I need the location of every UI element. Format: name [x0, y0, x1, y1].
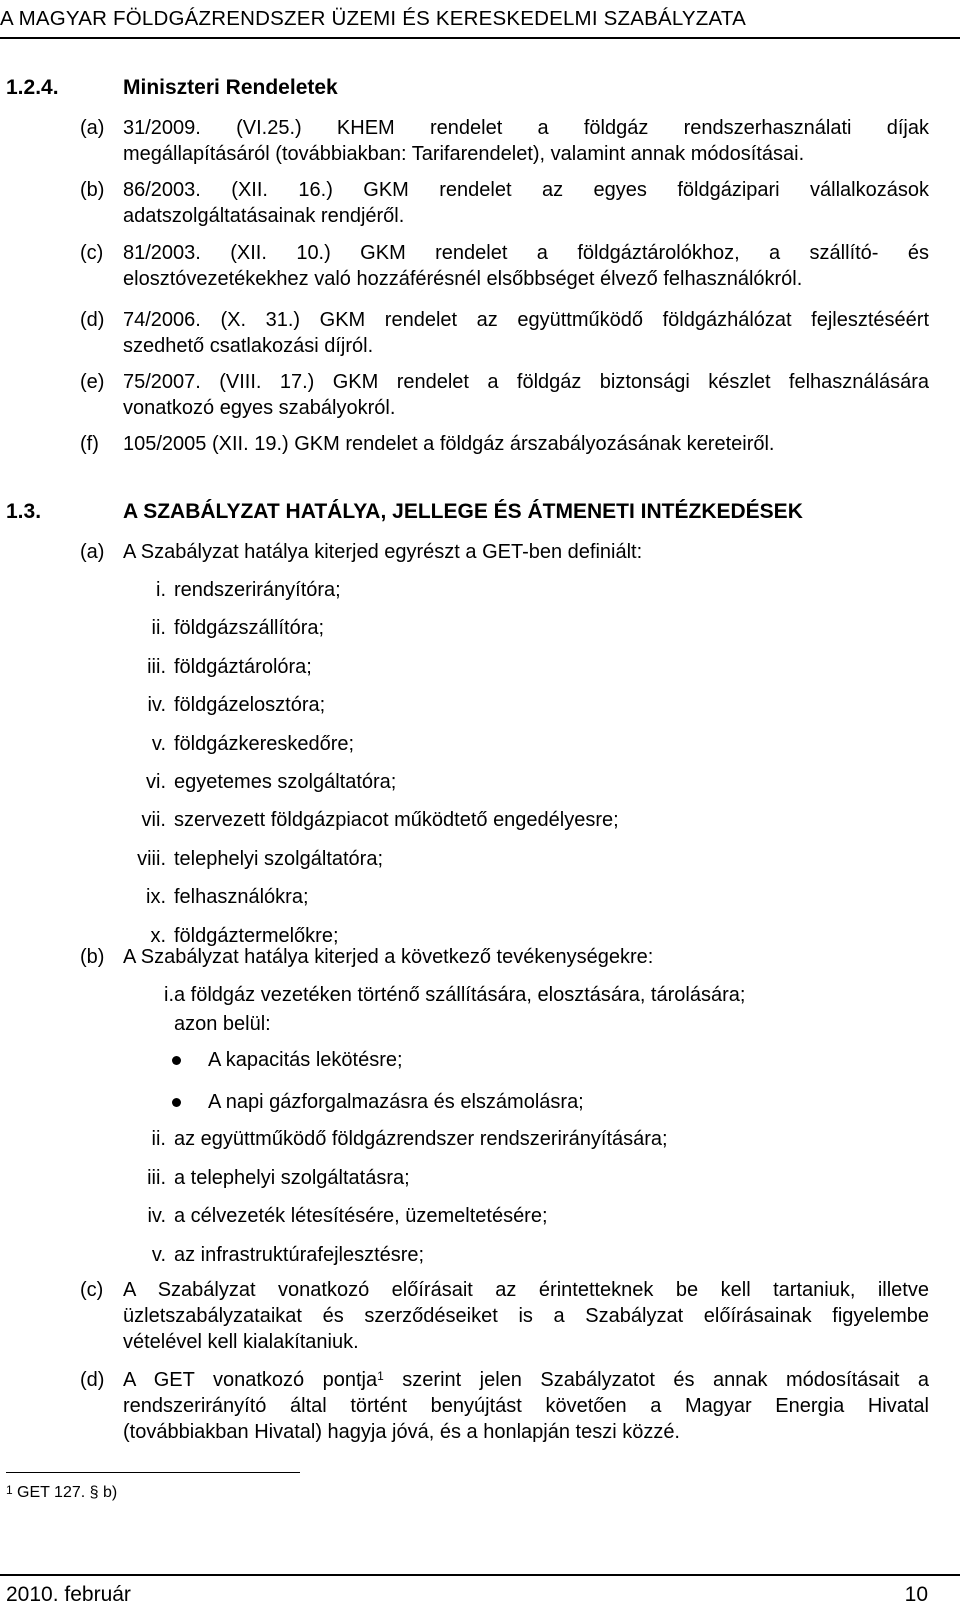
- item-text: A Szabályzat hatálya kiterjed a következő tevékenységekre:: [123, 946, 654, 968]
- item-text-line: (továbbiakban Hivatal) hagyja jóvá, és a honlapján teszi közzé.: [123, 1421, 680, 1443]
- item-text-line: üzletszabályzataikat és szerződéseiket is a Szabályzat előírásainak figyelembe: [123, 1305, 929, 1327]
- item-label: (c): [80, 1279, 104, 1301]
- subitem-number: vii.: [141, 809, 166, 831]
- section-title-1-3: A SZABÁLYZAT HATÁLYA, JELLEGE ÉS ÁTMENETI INTÉZKEDÉSEK: [123, 500, 803, 523]
- subitem-number: i.: [164, 984, 174, 1006]
- item-label: (d): [80, 309, 105, 331]
- subitem-text: felhasználókra;: [174, 886, 309, 908]
- subitem-text: az együttműködő földgázrendszer rendszerirányítására;: [174, 1128, 668, 1150]
- subitem-text: földgázkereskedőre;: [174, 733, 355, 755]
- footnote-rule: [6, 1472, 300, 1473]
- item-text-line: 105/2005 (XII. 19.) GKM rendelet a földgáz árszabályozásának kereteiről.: [123, 433, 775, 455]
- item-text-line: 81/2003. (XII. 10.) GKM rendelet a földgáztárolókhoz, a szállító- és: [123, 242, 929, 264]
- item-label: (b): [80, 946, 105, 968]
- bullet-icon: [172, 1056, 181, 1065]
- item-text-line: [123, 1368, 929, 1393]
- footer-date: 2010. február: [6, 1583, 131, 1606]
- subitem-text: földgázelosztóra;: [174, 694, 326, 716]
- subitem-number: iv.: [147, 1205, 166, 1227]
- subitem-text: telephelyi szolgáltatóra;: [174, 848, 384, 870]
- subitem-text: a telephelyi szolgáltatásra;: [174, 1167, 410, 1189]
- section-number-1-3: 1.3.: [6, 500, 42, 523]
- footer-rule: [0, 1574, 960, 1576]
- bullet-text: A kapacitás lekötésre;: [208, 1049, 403, 1071]
- item-label: (c): [80, 242, 104, 264]
- item-text-line: megállapításáról (továbbiakban: Tarifarendelet), valamint annak módosításai.: [123, 143, 805, 165]
- item-text-line: 86/2003. (XII. 16.) GKM rendelet az egyes földgázipari vállalkozások: [123, 179, 929, 201]
- footnote-reference: 1: [377, 1369, 384, 1383]
- item-text-line: szedhető csatlakozási díjról.: [123, 335, 374, 357]
- item-label: (e): [80, 371, 105, 393]
- section-title-1-2-4: Miniszteri Rendeletek: [123, 76, 338, 99]
- subitem-text: a földgáz vezetéken történő szállítására, elosztására, tárolására;: [174, 984, 746, 1006]
- subitem-number: i.: [156, 579, 166, 601]
- item-text-line: vételével kell kialakítaniuk.: [123, 1331, 359, 1353]
- bullet-icon: [172, 1098, 181, 1107]
- document-header: A MAGYAR FÖLDGÁZRENDSZER ÜZEMI ÉS KERESKEDELMI SZABÁLYZATA: [0, 7, 746, 30]
- footnote-text: GET 127. § b): [17, 1484, 118, 1501]
- section-number-1-2-4: 1.2.4.: [6, 76, 59, 99]
- subitem-number: vi.: [146, 771, 166, 793]
- item-text-line: 74/2006. (X. 31.) GKM rendelet az együttműködő földgázhálózat fejlesztéséért: [123, 309, 929, 331]
- item-label: (d): [80, 1369, 105, 1391]
- subitem-number: iv.: [147, 694, 166, 716]
- subitem-text: egyetemes szolgáltatóra;: [174, 771, 397, 793]
- subitem-number: ii.: [151, 617, 166, 639]
- item-text-line: vonatkozó egyes szabályokról.: [123, 397, 396, 419]
- page-number: 10: [904, 1583, 928, 1606]
- subitem-text: földgáztermelőkre;: [174, 925, 339, 947]
- item-label: (a): [80, 117, 105, 139]
- subitem-number: v.: [151, 733, 166, 755]
- footnote-number: 1: [6, 1483, 13, 1497]
- subitem-number: v.: [151, 1244, 166, 1266]
- item-text-line: rendszerirányító által történt benyújtást követően a Magyar Energia Hivatal: [123, 1395, 929, 1417]
- header-rule: [0, 37, 960, 39]
- item-text: A Szabályzat hatálya kiterjed egyrészt a GET-ben definiált:: [123, 541, 643, 563]
- text-fragment: szerint jelen Szabályzatot és annak módosításait a: [383, 1369, 929, 1391]
- item-text-line: adatszolgáltatásainak rendjéről.: [123, 205, 405, 227]
- item-text-line: A Szabályzat vonatkozó előírásait az érintetteknek be kell tartaniuk, illetve: [123, 1279, 929, 1301]
- subitem-number: ii.: [151, 1128, 166, 1150]
- subitem-number: x.: [150, 925, 166, 947]
- subitem-text: az infrastruktúrafejlesztésre;: [174, 1244, 425, 1266]
- subitem-text: a célvezeték létesítésére, üzemeltetésére;: [174, 1205, 548, 1227]
- subitem-text: rendszerirányítóra;: [174, 579, 341, 601]
- item-label: (a): [80, 541, 105, 563]
- item-text-line: 31/2009. (VI.25.) KHEM rendelet a földgáz rendszerhasználati díjak: [123, 117, 929, 139]
- bullet-text: A napi gázforgalmazásra és elszámolásra;: [208, 1091, 584, 1113]
- item-label: (b): [80, 179, 105, 201]
- item-text-line: 75/2007. (VIII. 17.) GKM rendelet a földgáz biztonsági készlet felhasználására: [123, 371, 929, 393]
- subitem-text: földgáztárolóra;: [174, 656, 312, 678]
- subitem-number: iii.: [147, 656, 166, 678]
- subitem-number: ix.: [146, 886, 166, 908]
- text-fragment: A GET vonatkozó pontja: [123, 1369, 378, 1391]
- item-text-line: elosztóvezetékekhez való hozzáférésnél elsőbbséget élvező felhasználókról.: [123, 268, 803, 290]
- subitem-number: iii.: [147, 1167, 166, 1189]
- subitem-text: földgázszállítóra;: [174, 617, 325, 639]
- subitem-text: szervezett földgázpiacot működtető engedélyesre;: [174, 809, 619, 831]
- subitem-text: azon belül:: [174, 1013, 271, 1035]
- subitem-number: viii.: [137, 848, 166, 870]
- item-label: (f): [80, 433, 99, 455]
